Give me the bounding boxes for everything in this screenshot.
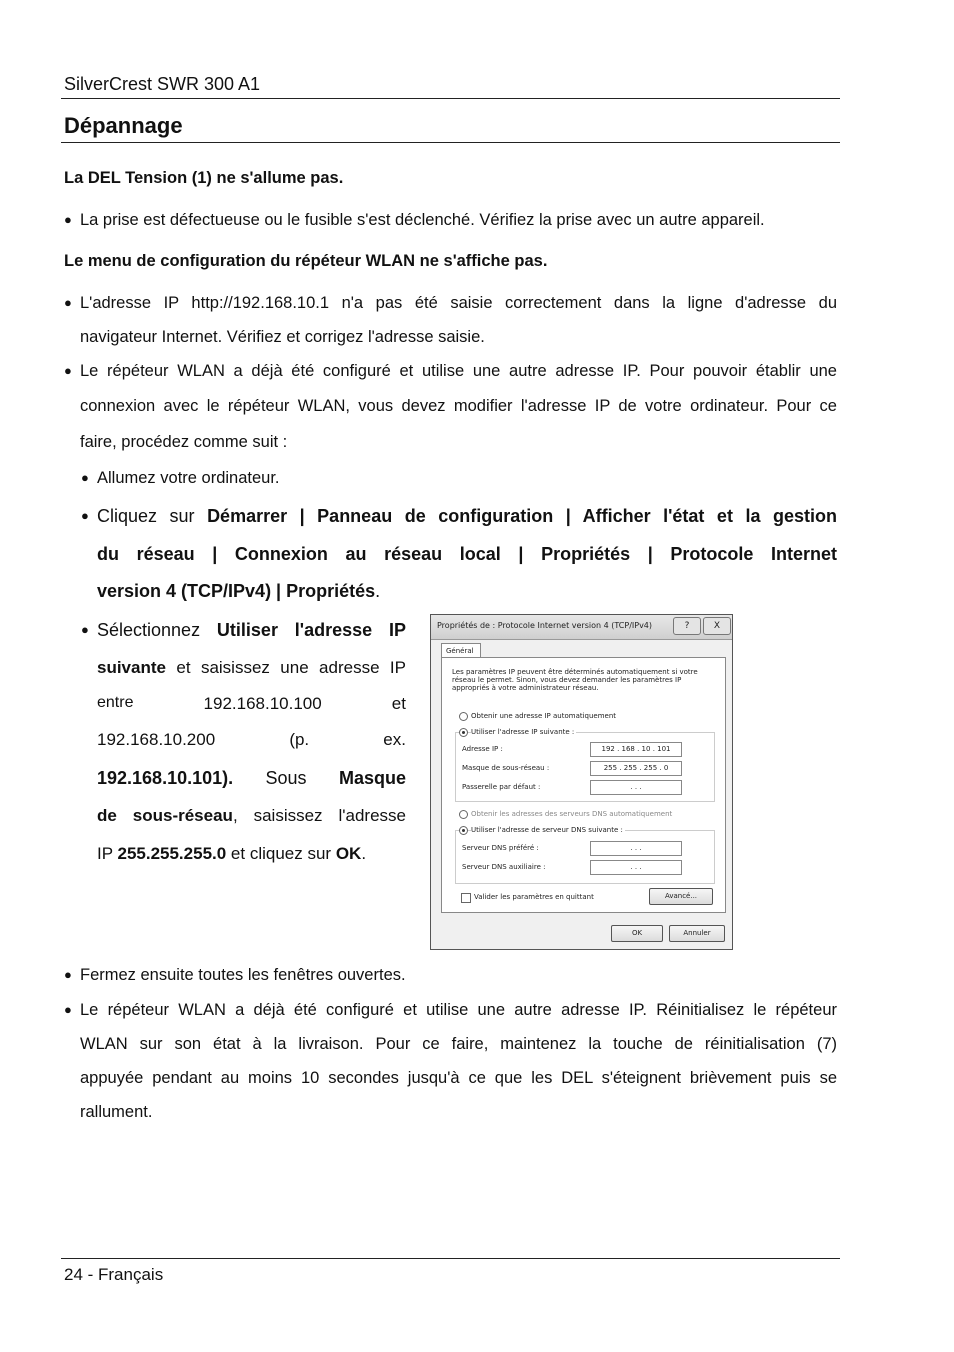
- manual-dns-radio[interactable]: [459, 826, 468, 835]
- header-brand: SilverCrest SWR 300 A1: [64, 74, 261, 94]
- bullet-icon: ●: [64, 1002, 72, 1017]
- sub-list-item-line: 192.168.10.101). Sous Masque: [97, 768, 406, 788]
- bullet-icon: ●: [64, 212, 72, 227]
- dns1-label: Serveur DNS préféré :: [462, 844, 539, 852]
- sub-list-item-line: de sous-réseau, saisissez l'adresse: [97, 806, 406, 825]
- help-button[interactable]: ?: [673, 617, 701, 635]
- bullet-icon: ●: [81, 470, 89, 485]
- intro-text: réseau le permet. Sinon, vous devez demander les paramètres IP: [452, 676, 682, 684]
- page-title: Dépannage: [64, 113, 183, 138]
- list-item-line: faire, procédez comme suit :: [80, 433, 288, 451]
- list-item-line: WLAN sur son état à la livraison. Pour ce faire, maintenez la touche de réinitialisation (7): [80, 1035, 837, 1053]
- manual-ip-radio[interactable]: [459, 728, 468, 737]
- bullet-icon: ●: [64, 967, 72, 982]
- auto-dns-label: Obtenir les adresses des serveurs DNS automatiquement: [471, 810, 673, 818]
- sub-list-item-line: suivante et saisissez une adresse IP: [97, 658, 406, 677]
- list-item: La prise est défectueuse ou le fusible s'est déclenché. Vérifiez la prise avec un autre appareil.: [80, 211, 765, 229]
- alternate-dns-field[interactable]: . . .: [590, 860, 682, 875]
- auto-ip-radio[interactable]: [459, 712, 468, 721]
- intro-text: Les paramètres IP peuvent être déterminés automatiquement si votre: [452, 668, 698, 676]
- validate-checkbox[interactable]: [461, 893, 471, 903]
- mask-label: Masque de sous-réseau :: [462, 764, 550, 772]
- bullet-icon: ●: [64, 363, 72, 378]
- list-item-line: rallument.: [80, 1103, 153, 1121]
- list-item: Fermez ensuite toutes les fenêtres ouvertes.: [80, 966, 406, 984]
- sub-list-item-line: version 4 (TCP/IPv4) | Propriétés.: [97, 581, 381, 601]
- header-rule: [61, 98, 840, 99]
- ip-address-field[interactable]: 192 . 168 . 10 . 101: [590, 742, 682, 757]
- gateway-label: Passerelle par défaut :: [462, 783, 541, 791]
- sub-list-item-line: IP 255.255.255.0 et cliquez sur OK.: [97, 844, 367, 863]
- sub-list-item: Allumez votre ordinateur.: [97, 469, 280, 487]
- auto-ip-label: Obtenir une adresse IP automatiquement: [471, 712, 617, 720]
- bullet-icon: ●: [64, 295, 72, 310]
- bullet-icon: ●: [81, 622, 89, 637]
- list-item-line: L'adresse IP http://192.168.10.1 n'a pas été saisie correctement dans la ligne d'adresse du: [80, 294, 837, 312]
- general-panel: [441, 657, 726, 913]
- cancel-button[interactable]: Annuler: [669, 925, 725, 942]
- auto-dns-radio[interactable]: [459, 810, 468, 819]
- dns-group: [455, 830, 715, 884]
- title-rule: [61, 142, 840, 143]
- advanced-button[interactable]: Avancé...: [649, 888, 713, 905]
- dns2-label: Serveur DNS auxiliaire :: [462, 863, 546, 871]
- sub-list-item-line: Sélectionnez Utiliser l'adresse IP: [97, 620, 406, 640]
- dialog-title: Propriétés de : Protocole Internet version 4 (TCP/IPv4): [437, 621, 653, 630]
- page-number: 24 - Français: [64, 1265, 164, 1284]
- gateway-field[interactable]: . . .: [590, 780, 682, 795]
- preferred-dns-field[interactable]: . . .: [590, 841, 682, 856]
- tcpip-properties-dialog: [430, 614, 733, 950]
- subnet-mask-field[interactable]: 255 . 255 . 255 . 0: [590, 761, 682, 776]
- sub-list-item-line: 192.168.10.200 (p. ex.: [97, 730, 406, 749]
- section-heading-power-led: La DEL Tension (1) ne s'allume pas.: [64, 169, 344, 187]
- validate-label: Valider les paramètres en quittant: [474, 893, 594, 901]
- manual-dns-label: Utiliser l'adresse de serveur DNS suivante :: [471, 826, 623, 834]
- tab-general[interactable]: Général: [441, 643, 481, 657]
- manual-ip-label: Utiliser l'adresse IP suivante :: [471, 728, 575, 736]
- bullet-icon: ●: [81, 508, 89, 523]
- list-item-line: Le répéteur WLAN a déjà été configuré et utilise une autre adresse IP. Pour pouvoir établir une: [80, 362, 837, 380]
- dialog-titlebar: [431, 615, 732, 640]
- ok-button[interactable]: OK: [611, 925, 663, 942]
- list-item-line: Le répéteur WLAN a déjà été configuré et utilise une autre adresse IP. Réinitialisez le répéteur: [80, 1001, 837, 1019]
- list-item-line: appuyée pendant au moins 10 secondes jusqu'à ce que les DEL s'éteignent brièvement puis se: [80, 1069, 837, 1087]
- sub-list-item-line: Cliquez sur Démarrer | Panneau de configuration | Afficher l'état et la gestion: [97, 506, 837, 526]
- sub-list-item-line: entre 192.168.10.100 et: [97, 694, 406, 713]
- intro-text: appropriés à votre administrateur réseau.: [452, 684, 599, 692]
- close-button[interactable]: X: [703, 617, 731, 635]
- list-item-line: navigateur Internet. Vérifiez et corrigez l'adresse saisie.: [80, 328, 485, 346]
- list-item-line: connexion avec le répéteur WLAN, vous devez modifier l'adresse IP de votre ordinateur. Pour ce: [80, 397, 837, 415]
- footer-rule: [61, 1258, 840, 1259]
- section-heading-config-menu: Le menu de configuration du répéteur WLAN ne s'affiche pas.: [64, 252, 548, 270]
- ip-label: Adresse IP :: [462, 745, 503, 753]
- sub-list-item-line: du réseau | Connexion au réseau local | Propriétés | Protocole Internet: [97, 544, 837, 564]
